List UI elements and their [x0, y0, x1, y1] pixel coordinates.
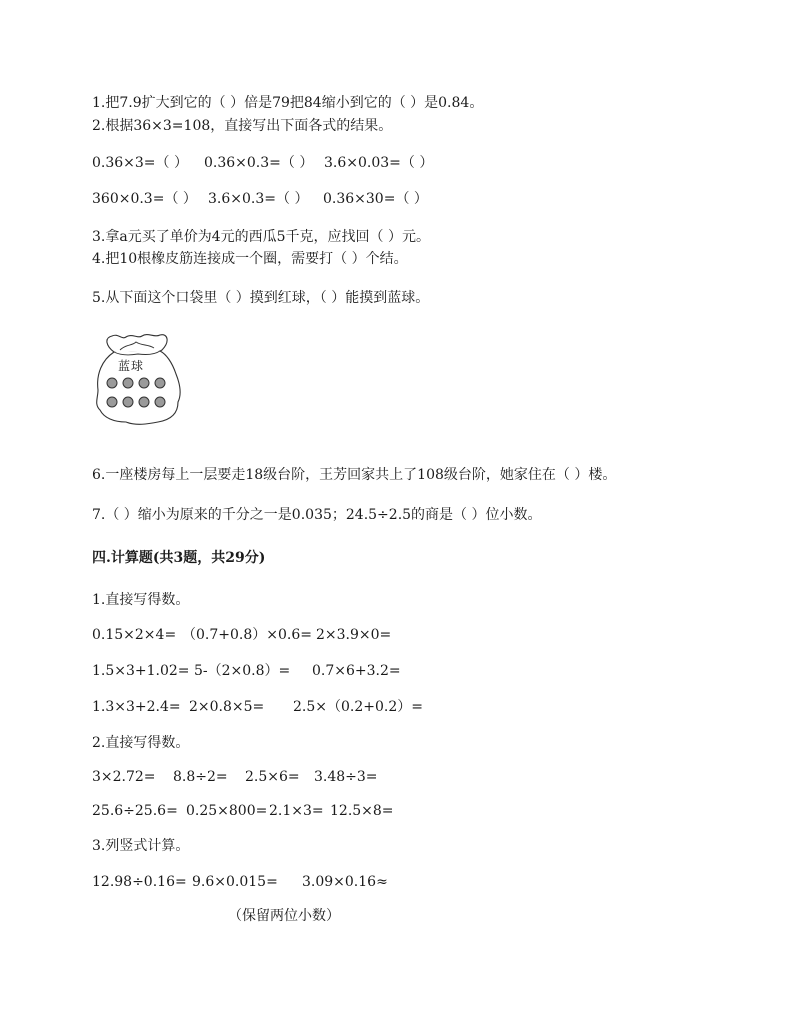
expr: 3.6×0.03=（ ）: [324, 155, 434, 171]
expr: 3.09×0.16≈: [302, 874, 388, 890]
expr: 0.25×800=: [186, 803, 268, 819]
expr: 25.6÷25.6=: [92, 803, 178, 819]
expr: 2×3.9×0=: [316, 627, 392, 643]
expr: 0.15×2×4=: [92, 627, 177, 643]
expr: 12.98÷0.16=: [92, 874, 187, 890]
expr: 9.6×0.015=: [192, 874, 278, 890]
question-4: 4.把10根橡皮筋连接成一个圈，需要打（ ）个结。: [92, 251, 408, 267]
section-heading: 四.计算题(共3题，共29分): [92, 550, 266, 566]
expr: 2×0.8×5=: [189, 699, 265, 715]
bag-outline-icon: [92, 330, 184, 430]
expr: 0.36×30=（ ）: [323, 191, 428, 207]
expr: 0.36×0.3=（ ）: [204, 155, 314, 171]
expr: 0.36×3=（ ）: [92, 155, 188, 171]
expr: 2.1×3=: [269, 803, 324, 819]
expr: 5-（2×0.8）=: [194, 663, 291, 679]
bag-illustration: [92, 330, 184, 430]
question-7: 7.（ ）缩小为原来的千分之一是0.035；24.5÷2.5的商是（ ）位小数。: [92, 507, 542, 523]
question-2: 2.根据36×3=108，直接写出下面各式的结果。: [92, 118, 393, 134]
expr: 3.48÷3=: [314, 769, 378, 785]
expr: 1.3×3+2.4=: [92, 699, 181, 715]
question-5: 5.从下面这个口袋里（ ）摸到红球，（ ）能摸到蓝球。: [92, 290, 430, 306]
expr: 1.5×3+1.02=: [92, 663, 190, 679]
question-3: 3.拿a元买了单价为4元的西瓜5千克，应找回（ ）元。: [92, 229, 430, 245]
bag-label: 蓝球: [118, 359, 145, 373]
calc-3-note: （保留两位小数）: [228, 908, 340, 924]
expr: 2.5×6=: [245, 769, 300, 785]
expr: 8.8÷2=: [173, 769, 228, 785]
calc-3-title: 3.列竖式计算。: [92, 838, 190, 854]
question-1: 1.把7.9扩大到它的（ ）倍是79把84缩小到它的（ ）是0.84。: [92, 95, 484, 111]
expr: 12.5×8=: [330, 803, 394, 819]
expr: 360×0.3=（ ）: [92, 191, 197, 207]
expr: 0.7×6+3.2=: [312, 663, 401, 679]
question-6: 6.一座楼房每上一层要走18级台阶，王芳回家共上了108级台阶，她家住在（ ）楼。: [92, 467, 617, 483]
calc-2-title: 2.直接写得数。: [92, 735, 190, 751]
expr: 3×2.72=: [92, 769, 156, 785]
calc-1-title: 1.直接写得数。: [92, 592, 190, 608]
expr: 3.6×0.3=（ ）: [208, 191, 309, 207]
expr: （0.7+0.8）×0.6=: [182, 627, 312, 643]
expr: 2.5×（0.2+0.2）=: [293, 699, 423, 715]
